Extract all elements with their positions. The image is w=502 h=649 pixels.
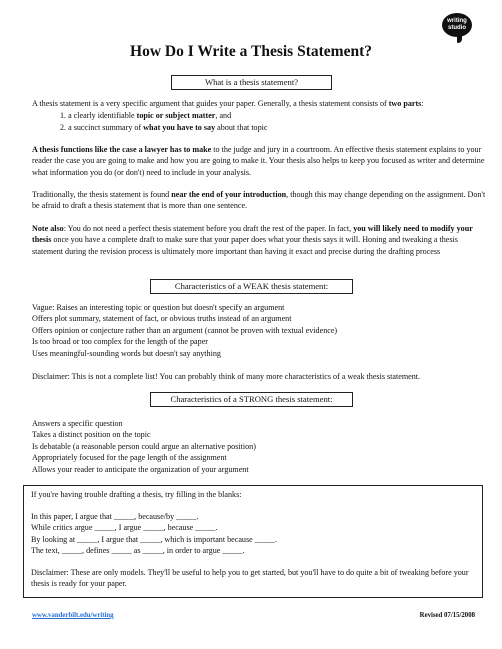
list-item: Appropriately focused for the page length of the assignment [32,453,227,463]
list-item: Takes a distinct position on the topic [32,430,151,440]
paragraph-lawyer: A thesis functions like the case a lawyer has to make to the judge and jury in a courtroom. An effective thesis statement explains to your reader the case you are going to make and how you are going to make it. Your thesis also helps to keep you focused as writer and determine what information you do (or don't) need to include in your analysis. [32,145,485,177]
paragraph-note: Note also: You do not need a perfect thesis statement before you draft the rest of the paper. In fact, you will likely need to modify your thesis once you have a complete draft to make sure that your paper does what your thesis says it will. Honing and tweaking a thesis statement during the revision process is ultimately more important than having it exact and precise during the drafting process [32,224,473,256]
list-item: Is too broad or too complex for the length of the paper [32,337,208,347]
paragraph-definition: A thesis statement is a very specific argument that guides your paper. Generally, a thesis statement consists of two parts: [32,99,424,108]
template-lines [31,511,476,557]
logo-comma-mark [457,36,462,43]
footer-website-link[interactable]: www.vanderbilt.edu/writing [32,612,114,619]
list-item: Uses meaningful-sounding words but doesn't say anything [32,348,221,358]
paragraph-location: Traditionally, the thesis statement is found near the end of your introduction, though this may change depending on the assignment. Don't be afraid to draft a thesis statement that is more than one sentence. [32,190,486,211]
template-line: By looking at _____, I argue that _____, which is important because _____. [31,534,277,544]
weak-disclaimer: Disclaimer: This is not a complete list! You can probably think of many more characteristics of a weak thesis statement. [32,372,421,381]
list-item: Offers plot summary, statement of fact, or obvious truths instead of an argument [32,314,292,324]
footer-link-wrap [32,612,114,619]
footer-revised-date: Revised 07/15/2008 [419,612,475,619]
section-header-weak: Characteristics of a WEAK thesis statement: [150,279,353,294]
list-item: Offers opinion or conjecture rather than an argument (cannot be proven with textual evidence) [32,325,338,335]
template-line: In this paper, I argue that _____, because/by _____. [31,512,199,521]
template-line: While critics argue _____, I argue _____, because _____. [31,523,218,533]
section-header-what: What is a thesis statement? [171,75,332,90]
weak-characteristics-list [32,302,488,359]
template-disclaimer: Disclaimer: These are only models. They'll be useful to help you to get started, but you'll have to do quite a bit of tweaking before your thesis is ready for your paper. [31,568,469,589]
list-item: Allows your reader to anticipate the organization of your argument [32,464,249,474]
list-item: Is debatable (a reasonable person could argue an alternative position) [32,441,256,451]
writing-studio-logo: writing studio [442,13,472,37]
list-item-topic: 1. a clearly identifiable topic or subject matter, and [60,111,232,120]
page-title: How Do I Write a Thesis Statement? [130,43,372,60]
template-line: The text, _____, defines _____ as _____, in order to argue _____. [31,546,245,556]
strong-characteristics-list [32,418,488,475]
list-item: Answers a specific question [32,419,123,428]
section-header-strong: Characteristics of a STRONG thesis statement: [150,392,353,407]
list-item: Vague: Raises an interesting topic or question but doesn't specify an argument [32,303,285,312]
template-intro: If you're having trouble drafting a thesis, try filling in the blanks: [31,490,242,499]
list-item-summary: 2. a succinct summary of what you have to say about that topic [60,123,268,132]
